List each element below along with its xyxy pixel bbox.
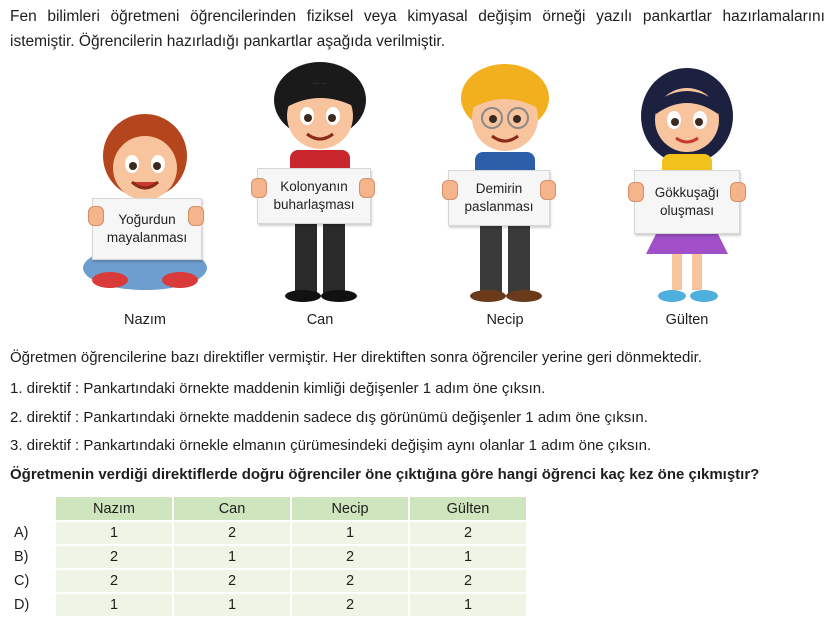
nazim-sign — [92, 198, 202, 260]
necip-name-label: Necip — [486, 312, 524, 328]
table-header-nazim: Nazım — [56, 497, 172, 520]
table-header-blank — [10, 497, 54, 520]
gulten-sign-line-1: Gökkuşağı — [654, 185, 720, 200]
directive-3: 3. direktif : Pankartındaki örnekle elmanın çürümesindeki değişim aynı olanlar 1 adım öne çıksın. — [10, 437, 652, 454]
gulten-sign — [634, 170, 740, 234]
table-cell: 1 — [292, 522, 408, 544]
table-cell: 1 — [410, 594, 526, 616]
table-cell: 1 — [174, 594, 290, 616]
table-cell: 2 — [56, 546, 172, 568]
nazim-right-hand-icon — [188, 206, 204, 226]
student-nazim — [70, 58, 220, 338]
necip-right-hand-icon — [540, 180, 556, 200]
table-cell: 1 — [56, 594, 172, 616]
table-row[interactable] — [10, 570, 526, 592]
can-name-label: Can — [306, 312, 334, 328]
answer-table — [8, 495, 528, 618]
table-header-necip: Necip — [292, 497, 408, 520]
option-label[interactable]: D) — [14, 597, 30, 613]
can-sign-line-2: buharlaşması — [273, 197, 355, 212]
necip-sign-line-1: Demirin — [475, 181, 523, 196]
intro-paragraph — [10, 4, 825, 54]
table-cell: 2 — [410, 522, 526, 544]
question-text: Öğretmenin verdiği direktiflerde doğru öğrenciler öne çıktığına göre hangi öğrenci kaç kez öne çıkmıştır? — [10, 466, 760, 483]
can-sign — [257, 168, 371, 224]
table-cell: 1 — [56, 522, 172, 544]
necip-left-hand-icon — [442, 180, 458, 200]
can-right-hand-icon — [359, 178, 375, 198]
table-cell: 1 — [410, 546, 526, 568]
intro-line-2: istemiştir. Öğrencilerin hazırladığı pankartlar aşağıda verilmiştir. — [10, 33, 446, 50]
intro-line-1: Fen bilimleri öğretmeni öğrencilerinden fiziksel veya kimyasal değişim örneği yazılı pankartlar hazırlamalarını — [10, 8, 825, 25]
table-header-gulten: Gülten — [410, 497, 526, 520]
necip-sign — [448, 170, 550, 226]
table-cell: 2 — [292, 594, 408, 616]
option-label[interactable]: B) — [14, 549, 29, 565]
table-header-row — [10, 497, 526, 520]
gulten-right-hand-icon — [730, 182, 746, 202]
table-cell: 2 — [174, 522, 290, 544]
gulten-name-label: Gülten — [665, 312, 709, 328]
table-cell: 1 — [174, 546, 290, 568]
nazim-name-label: Nazım — [124, 312, 166, 328]
nazim-left-hand-icon — [88, 206, 104, 226]
directive-1: 1. direktif : Pankartındaki örnekte maddenin kimliği değişenler 1 adım öne çıksın. — [10, 380, 546, 397]
table-row[interactable] — [10, 522, 526, 544]
students-illustration — [0, 58, 833, 338]
table-cell: 2 — [292, 546, 408, 568]
gulten-sign-line-2: oluşması — [659, 203, 715, 218]
nazim-sign-line-2: mayalanması — [106, 230, 188, 245]
nazim-figure-icon — [70, 58, 220, 308]
table-cell: 2 — [56, 570, 172, 592]
table-row[interactable] — [10, 594, 526, 616]
gulten-left-hand-icon — [628, 182, 644, 202]
table-header-can: Can — [174, 497, 290, 520]
directives-intro: Öğretmen öğrencilerine bazı direktifler vermiştir. Her direktiften sonra öğrenciler yerine geri dönmektedir. — [10, 349, 702, 366]
student-can — [245, 58, 395, 338]
student-gulten — [612, 58, 762, 338]
table-cell: 2 — [292, 570, 408, 592]
student-necip — [430, 58, 580, 338]
directive-2: 2. direktif : Pankartındaki örnekte maddenin sadece dış görünümü değişenler 1 adım öne çıksın. — [10, 409, 648, 426]
can-left-hand-icon — [251, 178, 267, 198]
option-label[interactable]: A) — [14, 525, 29, 541]
table-row[interactable] — [10, 546, 526, 568]
can-sign-line-1: Kolonyanın — [280, 179, 348, 194]
table-cell: 2 — [174, 570, 290, 592]
option-label[interactable]: C) — [14, 573, 30, 589]
necip-sign-line-2: paslanması — [464, 199, 534, 214]
nazim-sign-line-1: Yoğurdun — [118, 212, 176, 227]
table-cell: 2 — [410, 570, 526, 592]
